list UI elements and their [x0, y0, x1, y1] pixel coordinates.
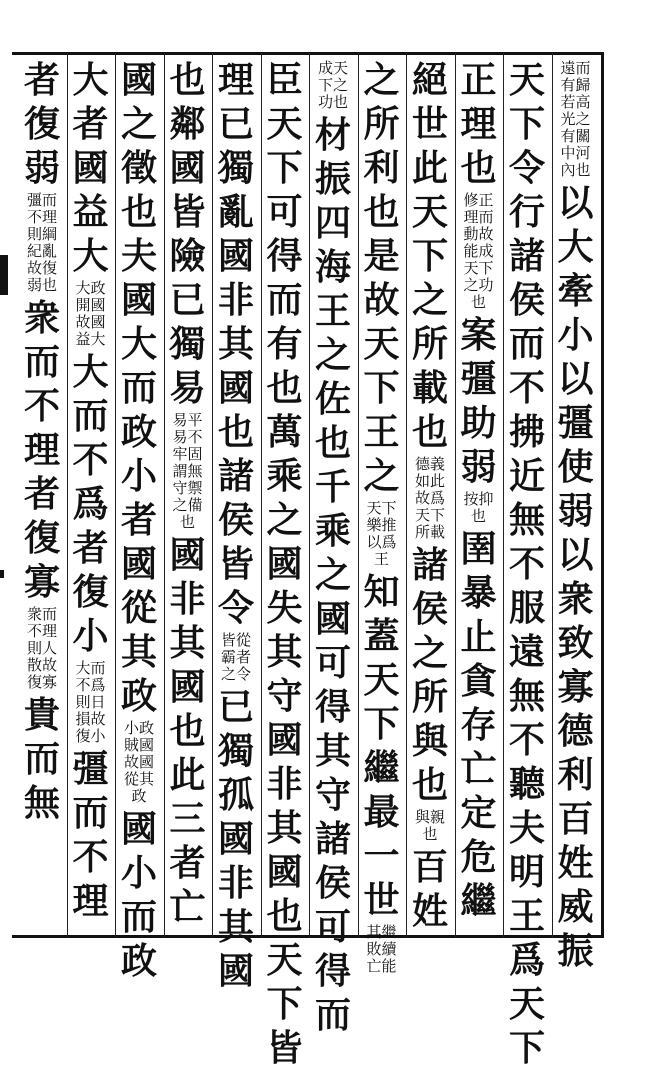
main-text: 貴而無 [23, 694, 60, 824]
main-text: 知蓋天下繼最一世 [363, 571, 400, 921]
text-column [261, 58, 309, 1069]
main-text: 絕世此天下之所載也 [411, 59, 448, 453]
text-column [503, 58, 551, 1069]
commentary-note: 天下樂推以爲王 [366, 499, 397, 568]
main-text: 國之徵也夫國大而政小者國從其政 [120, 59, 157, 717]
main-text: 大者國益大 [72, 59, 109, 277]
main-text: 衆而不理者復寡 [23, 297, 60, 603]
text-column [115, 58, 163, 982]
commentary-note: 按抑也 [463, 490, 494, 525]
commentary-note: 與親也 [414, 808, 445, 843]
margin-mark-small [0, 570, 4, 578]
main-text: 國小而政 [120, 808, 157, 982]
main-text: 大而不爲者復小 [72, 351, 109, 657]
main-text: 者復弱 [23, 59, 60, 189]
main-text: 材振四海王之佐也千乘之國可得其守諸侯可得而 [314, 114, 351, 1036]
commentary-note: 衆而不理則人散故復寡 [26, 605, 57, 691]
main-text: 之所利也是故天下王之 [363, 59, 400, 497]
main-text: 國非其國也此三者亡 [169, 534, 206, 928]
text-column [67, 58, 115, 928]
commentary-note: 大政開國故國益大 [75, 279, 106, 348]
main-text: 案彊助弱 [460, 314, 497, 488]
commentary-note: 大而不爲則日損故復小 [75, 659, 106, 745]
commentary-note: 德義如此故爲天下所載 [414, 455, 445, 541]
main-text: 百姓 [411, 846, 448, 932]
main-text: 正理也 [460, 59, 497, 189]
commentary-note: 小政賊國故國從其政 [123, 719, 154, 805]
main-text: 彊而不理 [72, 748, 109, 922]
text-column [18, 58, 66, 928]
main-text: 以大牽小以彊使弱以衆致寡德利百姓威振 [557, 182, 594, 972]
text-column [552, 58, 600, 972]
text-column [406, 58, 454, 932]
main-text: 天下令行諸侯而不拂近無不服遠無不聽夫明王爲天下 [508, 59, 545, 1069]
commentary-note: 修正理而動故能成天下之功也 [463, 191, 494, 311]
text-column [212, 58, 260, 992]
main-text: 諸侯之所與也 [411, 544, 448, 806]
main-text: 已獨孤國非其國 [217, 686, 254, 992]
main-text: 理已獨亂國非其國也諸侯皆令 [217, 59, 254, 629]
commentary-note: 成天下之功也 [317, 59, 348, 111]
main-text: 圉暴止貪存亡定危繼 [460, 528, 497, 922]
commentary-note: 皆從霸者之令 [220, 631, 251, 683]
commentary-note: 彊而不理則綱紀亂故復弱也 [26, 191, 57, 294]
commentary-note: 其繼敗續亡能 [366, 923, 397, 975]
commentary-note: 易平易不牢固謂無守禦之備也 [172, 411, 203, 531]
text-column [358, 58, 406, 975]
main-text: 臣天下可得而有也萬乘之國失其守國非其國也天下皆 [266, 59, 303, 1069]
text-column [164, 58, 212, 928]
text-column [455, 58, 503, 928]
main-text: 也鄰國皆險已獨易 [169, 59, 206, 409]
margin-mark [0, 255, 8, 295]
text-column [309, 58, 357, 1036]
commentary-note: 遠而有歸若高光之有關中河內也 [560, 59, 591, 179]
